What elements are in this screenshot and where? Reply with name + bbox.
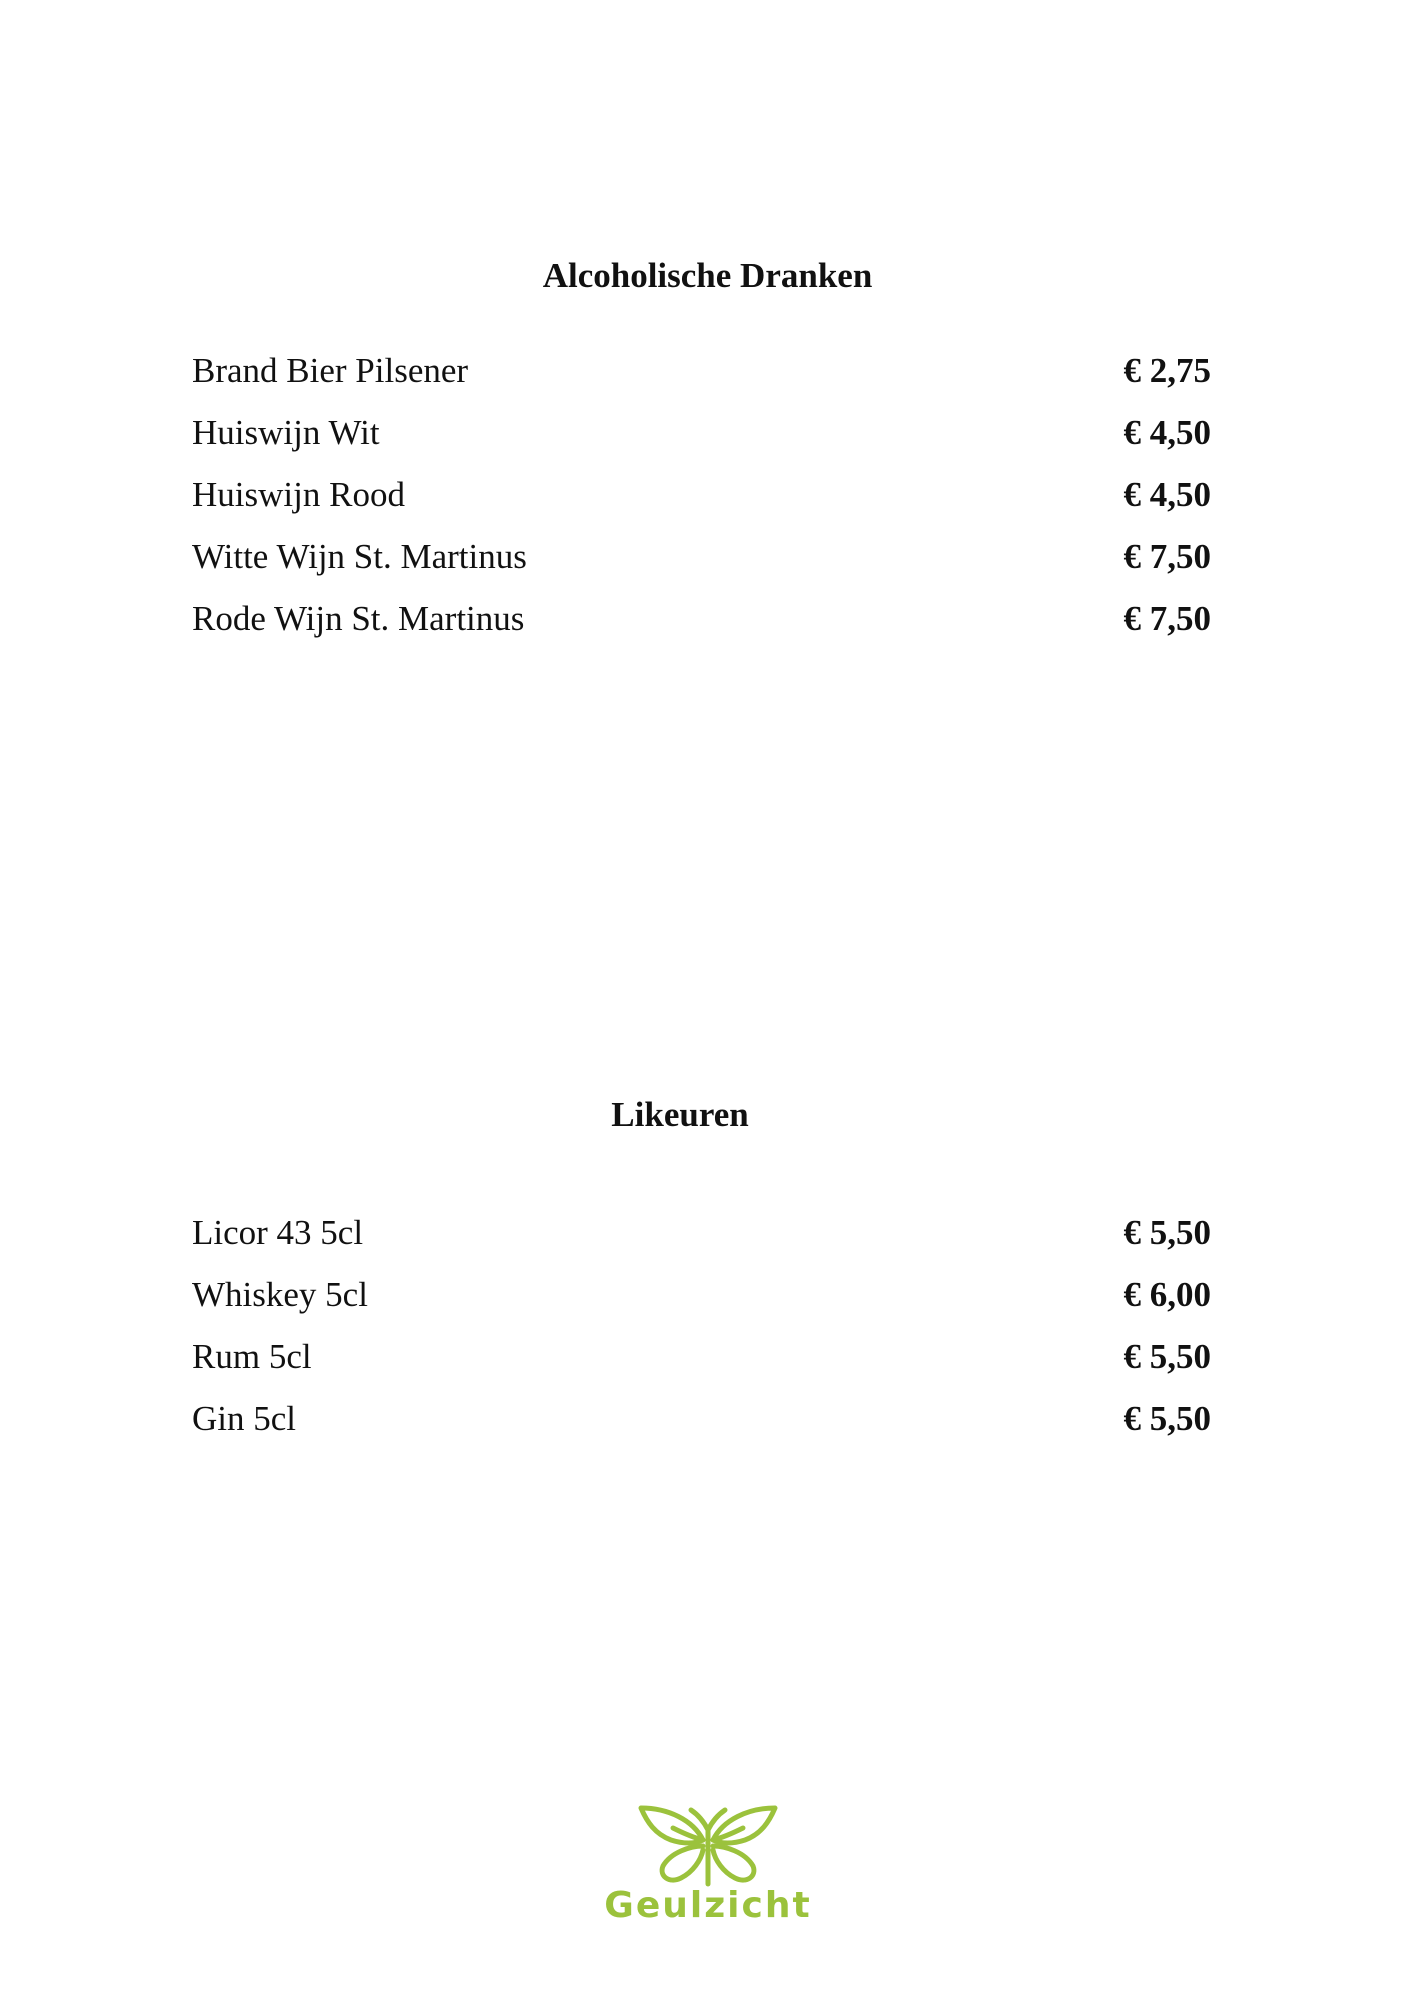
menu-item: [192, 1264, 1211, 1326]
logo-text: Geulzicht: [604, 1885, 812, 1926]
butterfly-icon: [633, 1800, 783, 1890]
item-name: Whiskey 5cl: [192, 1275, 368, 1314]
item-price: € 7,50: [1123, 537, 1211, 576]
menu-item: [192, 464, 1211, 526]
item-price: € 5,50: [1123, 1213, 1211, 1252]
menu-item: [192, 1202, 1211, 1264]
item-price: € 7,50: [1123, 599, 1211, 638]
item-name: Huiswijn Rood: [192, 475, 405, 514]
item-price: € 6,00: [1123, 1275, 1211, 1314]
item-price: € 5,50: [1123, 1337, 1211, 1376]
item-name: Rum 5cl: [192, 1337, 312, 1376]
menu-item: [192, 1326, 1211, 1388]
drinks-list: [192, 340, 1211, 650]
item-name: Rode Wijn St. Martinus: [192, 599, 525, 638]
menu-item: [192, 1388, 1211, 1450]
menu-item: [192, 340, 1211, 402]
item-price: € 4,50: [1123, 413, 1211, 452]
menu-item: [192, 588, 1211, 650]
item-name: Licor 43 5cl: [192, 1213, 364, 1252]
menu-item: [192, 402, 1211, 464]
liqueurs-list: [192, 1202, 1211, 1450]
item-name: Brand Bier Pilsener: [192, 351, 469, 390]
item-price: € 5,50: [1123, 1399, 1211, 1438]
menu-item: [192, 526, 1211, 588]
section-title-alcoholische-dranken: Alcoholische Dranken: [542, 256, 873, 295]
item-price: € 4,50: [1123, 475, 1211, 514]
item-name: Gin 5cl: [192, 1399, 297, 1438]
item-name: Huiswijn Wit: [192, 413, 380, 452]
item-price: € 2,75: [1123, 351, 1211, 390]
section-title-likeuren: Likeuren: [611, 1095, 749, 1134]
geulzicht-logo: [598, 1800, 818, 1940]
item-name: Witte Wijn St. Martinus: [192, 537, 527, 576]
